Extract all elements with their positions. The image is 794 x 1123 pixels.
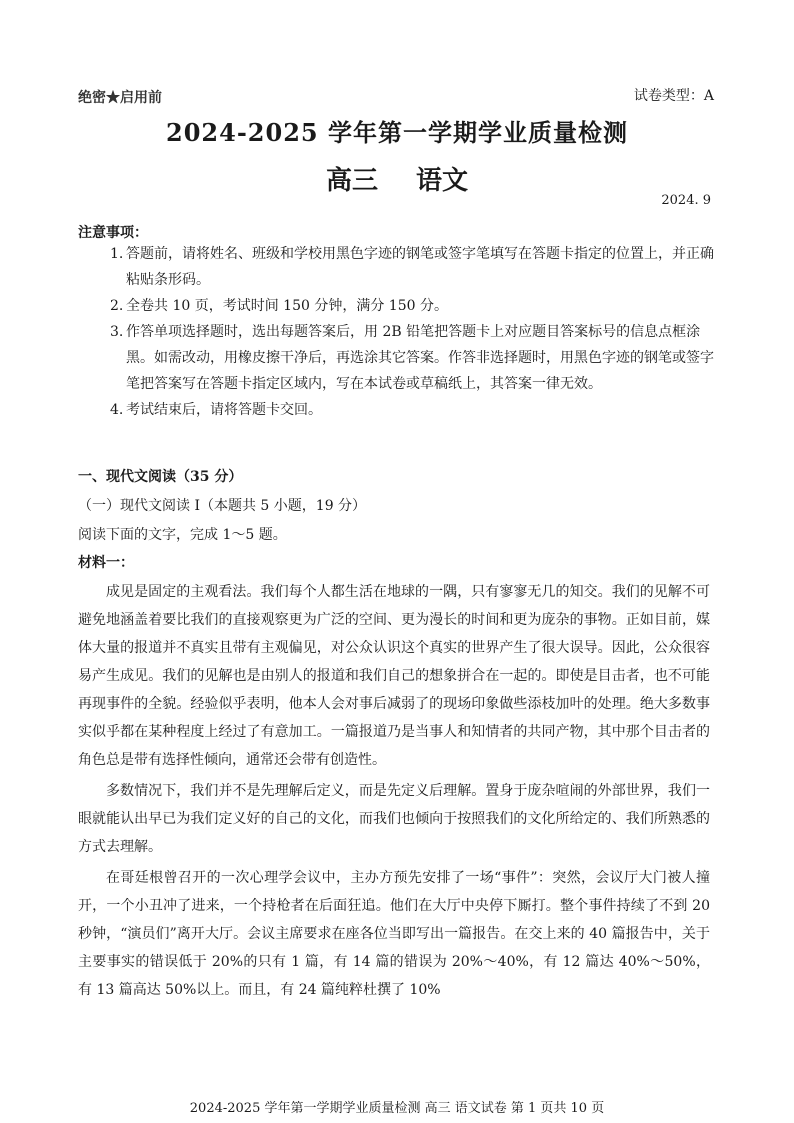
notice-list: [110, 241, 720, 423]
notice-text: 作答单项选择题时，选出每题答案后，用 2B 铅笔把答题卡上对应题目答案标号的信息点框涂黑。如需改动，用橡皮擦干净后，再选涂其它答案。作答非选择题时，用黑色字迹的钢笔或签字笔把答案写在答题卡指定区域内，写在本试卷或草稿纸上，其答案一律无效。: [126, 324, 714, 392]
passage-paragraph: 多数情况下，我们并不是先理解后定义，而是先定义后理解。置身于庞杂喧闹的外部世界，我们一眼就能认出早已为我们定义好的自己的文化，而我们也倾向于按照我们的文化所给定的、我们所熟悉的方式去理解。: [78, 783, 710, 855]
notice-item: [110, 293, 720, 319]
notice-text: 全卷共 10 页，考试时间 150 分钟，满分 150 分。: [126, 298, 448, 314]
page-footer: 2024-2025 学年第一学期学业质量检测 高三 语文试卷 第 1 页共 10 页: [189, 1101, 605, 1116]
notice-number: 4.: [110, 402, 124, 418]
notice-number: 1.: [110, 246, 124, 262]
exam-title: 2024-2025 学年第一学期学业质量检测: [166, 118, 628, 147]
confidential-mark: 绝密★启用前: [78, 90, 162, 106]
passage-paragraph: 成见是固定的主观看法。我们每个人都生活在地球的一隅，只有寥寥无几的知交。我们的见解不可避免地涵盖着要比我们的直接观察更为广泛的空间、更为漫长的时间和更为庞杂的事物。正如目前，媒体大量的报道并不真实且带有主观偏见，对公众认识这个真实的世界产生了很大误导。因此，公众很容易产生成见。我们的见解也是由别人的报道和我们自己的想象拼合在一起的。即使是目击者，也不可能再现事件的全貌。经验似乎表明，他本人会对事后减弱了的现场印象做些添枝加叶的处理。绝大多数事实似乎都在某种程度上经过了有意加工。一篇报道乃是当事人和知情者的共同产物，其中那个目击者的角色总是带有选择性倾向，通常还会带有创造性。: [78, 584, 710, 768]
grade-label: 高三: [325, 166, 378, 196]
notice-heading: 注意事项：: [78, 225, 148, 241]
notice-number: 3.: [110, 324, 124, 340]
exam-subtitle: [0, 160, 794, 197]
passage-paragraph: 在哥廷根曾召开的一次心理学会议中，主办方预先安排了一场“事件”：突然，会议厅大门被人撞开，一个小丑冲了进来，一个持枪者在后面狂追。他们在大厅中央停下厮打。整个事件持续了不到 20 秒钟，“演员们”离开大厅。会议主席要求在座各位当即写出一篇报告。在交上来的 40 篇报告中，关于主要事实的错误低于 20%的只有 1 篇，有 14 篇的错误为 20%～40%，有 12 篇达 40%～50%，有 13 篇高达 50%以上。而且，有 24 篇纯粹杜撰了 10%: [78, 870, 710, 998]
notice-item: [110, 319, 720, 397]
paper-type-label: 试卷类型：A: [633, 88, 714, 104]
notice-item: [110, 397, 720, 423]
reading-instruction: 阅读下面的文字，完成 1～5 题。: [78, 527, 287, 543]
exam-date: 2024. 9: [661, 193, 711, 208]
material-label: 材料一：: [78, 555, 134, 571]
notice-number: 2.: [110, 298, 124, 314]
passage-body: [78, 578, 710, 1007]
notice-item: [110, 241, 720, 293]
subject-label: 语文: [416, 166, 469, 196]
notice-text: 考试结束后，请将答题卡交回。: [126, 402, 322, 418]
section-heading: 一、现代文阅读（35 分）: [78, 469, 243, 485]
notice-text: 答题前，请将姓名、班级和学校用黑色字迹的钢笔或签字笔填写在答题卡指定的位置上，并正确粘贴条形码。: [126, 246, 714, 288]
sub-section-heading: （一）现代文阅读 I（本题共 5 小题，19 分）: [78, 498, 367, 514]
